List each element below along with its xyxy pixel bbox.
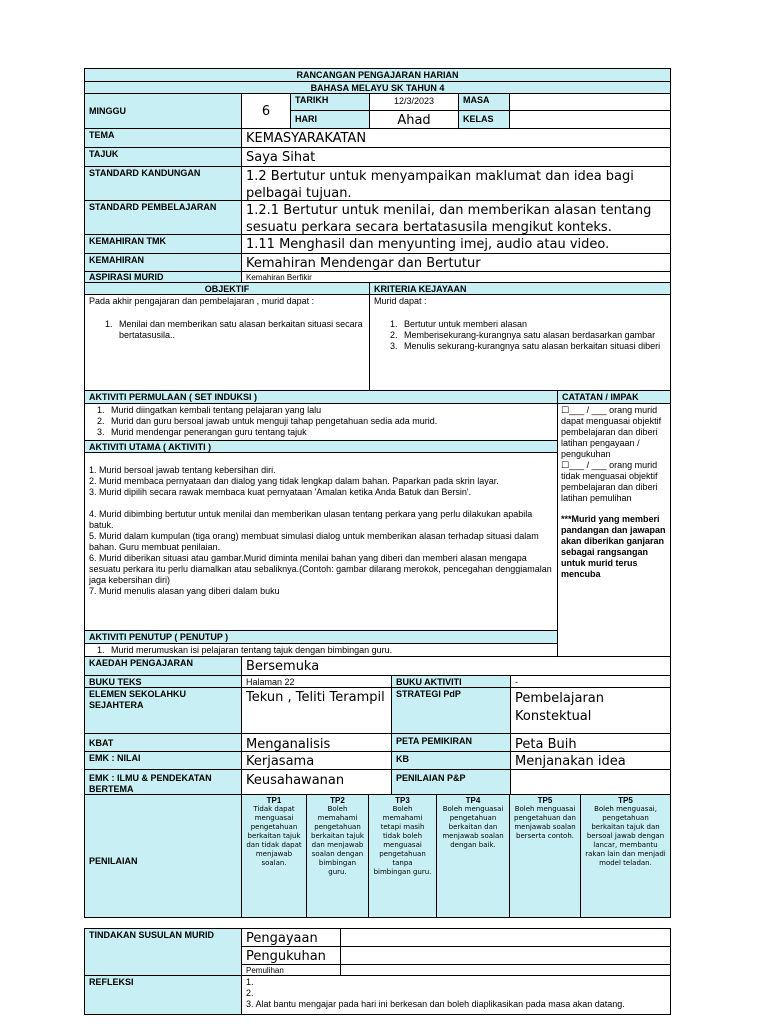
permulaan-item: 2. Murid dan guru bersoal jawab untuk menguji tahap pengetahuan sedia ada murid. — [107, 416, 553, 427]
masa-label: MASA — [458, 93, 510, 111]
permulaan-title: AKTIVITI PERMULAAN ( SET INDUKSI ) — [84, 390, 558, 404]
standard-kandungan-value: 1.2 Bertutur untuk menyampaikan maklumat dan idea bagi pelbagai tujuan. — [241, 166, 671, 201]
tp5-desc: Boleh menguasai pengetahuan dan menjawab soalan berserta contoh. — [514, 805, 576, 840]
penilaian-label: PENILAIAN — [84, 794, 242, 918]
objektif-content — [84, 294, 370, 391]
kriteria-item: 2. Memberisekurang-kurangnya satu alasan berdasarkan gambar — [400, 330, 666, 341]
tindakan-pemulihan: Pemulihan — [241, 964, 341, 976]
emk-ilmu-label: EMK : ILMU & PENDEKATAN BERTEMA — [84, 769, 242, 795]
utama-step-1: 1. Murid bersoal jawab tentang kebersihan diri. — [89, 465, 276, 475]
kriteria-title: KRITERIA KEJAYAAN — [369, 282, 671, 295]
utama-step-3: 3. Murid dipilih secara rawak membaca kuat pernyataan 'Amalan ketika Anda Batuk dan Bersin'. — [89, 487, 472, 497]
utama-title: AKTIVITI UTAMA ( AKTIVITI ) — [84, 440, 558, 453]
aspirasi-murid-value: Kemahiran Berfikir — [241, 271, 671, 283]
kriteria-item: 3. Menulis sekurang-kurangnya satu alasan berkaitan situasi diberi — [400, 341, 666, 352]
tp2-cell — [306, 794, 369, 918]
refleksi-line-2: 2. — [246, 988, 254, 998]
catatan-tidak-menguasai: ☐___ / ___ orang murid tidak menguasai objektif pembelajaran dan diberi latihan pemulihan — [561, 460, 658, 503]
tp6-name: TP5 — [618, 796, 633, 805]
tajuk-label: TAJUK — [84, 147, 242, 167]
kriteria-intro: Murid dapat : — [374, 296, 427, 306]
standard-kandungan-label: STANDARD KANDUNGAN — [84, 166, 242, 201]
refleksi-content — [241, 975, 671, 1015]
objektif-item: 1. Menilai dan memberikan satu alasan berkaitan situasi secara bertatasusila.. — [115, 319, 365, 341]
utama-step-6: 6. Murid diberikan situasi atau gambar.Murid diminta menilai bahan yang diberi dan memberi alasan mengapa sesuatu perkara itu perlu diamalkan atau sebaliknya.(Contoh: gambar dilarang merokok, pencegahan denggiamalan jaga kebersihan diri) — [89, 553, 552, 585]
penilaian-pp-label: PENILAIAN P&P — [391, 769, 511, 795]
buku-aktiviti-label: BUKU AKTIVITI — [391, 675, 511, 688]
tp1-cell — [241, 794, 307, 918]
permulaan-item: 1. Murid diingatkan kembali tentang pelajaran yang lalu — [107, 405, 553, 416]
kbat-value: Menganalisis — [241, 733, 392, 752]
utama-step-4: 4. Murid dibimbing bertutur untuk menilai dan memberikan ulasan tentang perkara yang perlu dilakukan apabila batuk. — [89, 509, 533, 530]
tp5-name: TP5 — [537, 796, 553, 805]
aspirasi-murid-label: ASPIRASI MURID — [84, 271, 242, 283]
strategi-label: STRATEGI PdP — [391, 687, 511, 734]
tp2-desc: Boleh memahami pengetahuan berkaitan tajuk dan menjawab soalan dengan bimbingan guru. — [311, 805, 364, 876]
form-title: RANCANGAN PENGAJARAN HARIAN — [84, 68, 671, 82]
tp6-cell — [580, 794, 671, 918]
tp5-cell — [509, 794, 581, 918]
tp1-name: TP1 — [266, 796, 282, 805]
tema-label: TEMA — [84, 128, 242, 148]
utama-step-2: 2. Murid membaca pernyataan dan dialog yang tidak lengkap dalam bahan. Paparkan pada skrin layar. — [89, 476, 499, 486]
emk-nilai-label: EMK : NILAI — [84, 751, 242, 770]
refleksi-label: REFLEKSI — [84, 975, 242, 1015]
tp2-name: TP2 — [330, 796, 345, 805]
catatan-title: CATATAN / IMPAK — [557, 390, 671, 404]
kbat-label: KBAT — [84, 733, 242, 752]
buku-teks-value: Halaman 22 — [241, 675, 392, 688]
elemen-label: ELEMEN SEKOLAHKU SEJAHTERA — [84, 687, 242, 734]
penutup-list — [89, 645, 553, 656]
kelas-value — [509, 110, 671, 129]
tajuk-value: Saya Sihat — [241, 147, 671, 167]
hari-value: Ahad — [369, 110, 459, 129]
tindakan-pengukuhan: Pengukuhan — [241, 946, 341, 965]
tindakan-pengayaan: Pengayaan — [241, 928, 341, 947]
emk-ilmu-value: Keusahawanan — [241, 769, 392, 795]
kb-value: Menjanakan idea — [510, 751, 671, 770]
form-subject: BAHASA MELAYU SK TAHUN 4 — [84, 81, 671, 94]
kaedah-label: KAEDAH PENGAJARAN — [84, 656, 242, 676]
kemahiran-tmk-label: KEMAHIRAN TMK — [84, 234, 242, 254]
objektif-title: OBJEKTIF — [84, 282, 370, 295]
utama-content — [84, 452, 558, 631]
tp6-desc: Boleh menguasai, pengetahuan berkaitan tajuk dan bersoal jawab dengan lancar, membantu rakan lain dan menjadi model teladan. — [585, 805, 666, 867]
refleksi-line-1: 1. — [246, 977, 254, 987]
penutup-content — [84, 643, 558, 657]
penutup-title: AKTIVITI PENUTUP ( PENUTUP ) — [84, 630, 558, 644]
standard-pembelajaran-value: 1.2.1 Bertutur untuk menilai, dan memberikan alasan tentang sesuatu perkara secara bertatasusila mengikut konteks. — [241, 200, 671, 235]
tp3-cell — [368, 794, 437, 918]
buku-teks-label: BUKU TEKS — [84, 675, 242, 688]
tp4-desc: Boleh menguasai pengetahuan berkaitan dan menjawab soalan dengan baik. — [442, 805, 504, 849]
masa-value — [509, 93, 671, 111]
kelas-label: KELAS — [458, 110, 510, 129]
refleksi-line-3: 3. Alat bantu mengajar pada hari ini berkesan dan boleh diaplikasikan pada masa akan datang. — [246, 999, 625, 1009]
elemen-value: Tekun , Teliti Terampil — [241, 687, 392, 734]
penutup-item: 1. Murid merumuskan isi pelajaran tentang tajuk dengan bimbingan guru. — [107, 645, 553, 656]
penilaian-pp-value — [510, 769, 671, 795]
tarikh-label: TARIKH — [290, 93, 370, 111]
kemahiran-tmk-value: 1.11 Menghasil dan menyunting imej, audio atau video. — [241, 234, 671, 254]
catatan-note: ***Murid yang memberi pandangan dan jawapan akan diberikan ganjaran sebagai rangsangan untuk murid terus mencuba — [561, 514, 666, 579]
kb-label: KB — [391, 751, 511, 770]
catatan-menguasai: ☐___ / ___ orang murid dapat menguasai objektif pembelajaran dan diberi latihan pengayaan / pengukuhan — [561, 405, 662, 459]
peta-value: Peta Buih — [510, 733, 671, 752]
kriteria-list — [374, 319, 666, 352]
catatan-content — [557, 403, 671, 657]
minggu-label: MINGGU — [84, 93, 242, 129]
minggu-value: 6 — [241, 93, 291, 129]
buku-aktiviti-value: - — [510, 675, 671, 688]
kemahiran-value: Kemahiran Mendengar dan Bertutur — [241, 253, 671, 272]
tp3-desc: Boleh memahami tetapi masih tidak boleh menguasai pengetahuan tanpa bimbingan guru. — [373, 805, 432, 876]
hari-label: HARI — [290, 110, 370, 129]
tp4-name: TP4 — [465, 796, 481, 805]
kriteria-content — [369, 294, 671, 391]
standard-pembelajaran-label: STANDARD PEMBELAJARAN — [84, 200, 242, 235]
permulaan-content — [84, 403, 558, 441]
objektif-intro: Pada akhir pengajaran dan pembelajaran , murid dapat : — [89, 296, 315, 306]
tp4-cell — [436, 794, 510, 918]
permulaan-list — [89, 405, 553, 438]
tindakan-pengayaan-space — [340, 928, 671, 947]
tarikh-value: 12/3/2023 — [369, 93, 459, 111]
utama-step-7: 7. Murid menulis alasan yang diberi dalam buku — [89, 586, 280, 596]
utama-step-5: 5. Murid dalam kumpulan (tiga orang) membuat simulasi dialog untuk memberikan alasan terhadap situasi dalam bahan. Guru membuat penilaian. — [89, 531, 539, 552]
kaedah-value: Bersemuka — [241, 656, 671, 676]
strategi-value: Pembelajaran Konstektual — [510, 687, 671, 734]
kriteria-item: 1. Bertutur untuk memberi alasan — [400, 319, 666, 330]
tp1-desc: Tidak dapat menguasai pengetahuan berkaitan tajuk dan tidak dapat menjawab soalan. — [246, 805, 302, 867]
tindakan-pengukuhan-space — [340, 946, 671, 965]
objektif-list — [89, 319, 365, 341]
tp3-name: TP3 — [395, 796, 410, 805]
emk-nilai-value: Kerjasama — [241, 751, 392, 770]
tema-value: KEMASYARAKATAN — [241, 128, 671, 148]
kemahiran-label: KEMAHIRAN — [84, 253, 242, 272]
tindakan-label: TINDAKAN SUSULAN MURID — [84, 928, 242, 976]
peta-label: PETA PEMIKIRAN — [391, 733, 511, 752]
permulaan-item: 3. Murid mendengar penerangan guru tentang tajuk — [107, 427, 553, 438]
